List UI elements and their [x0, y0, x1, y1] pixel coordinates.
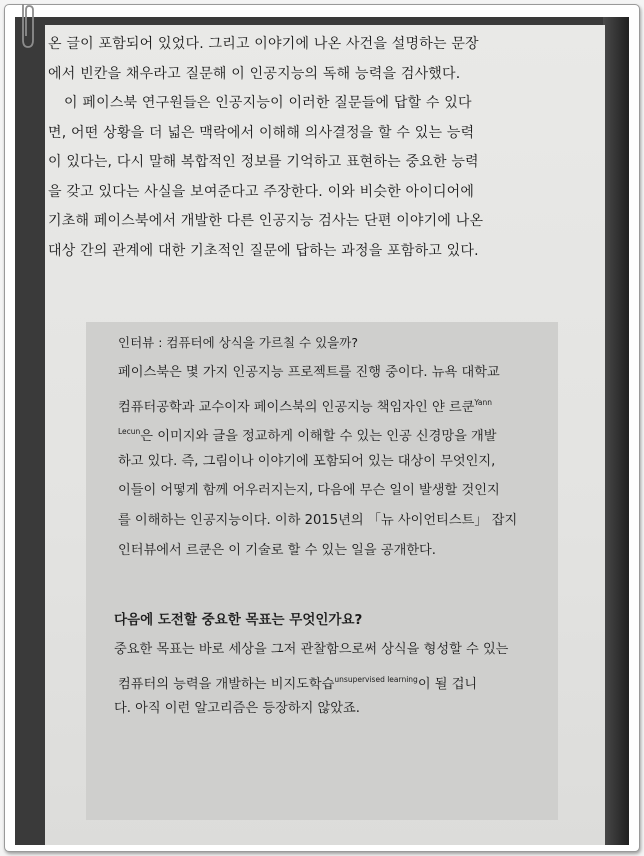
box-line	[118, 417, 558, 447]
name-superscript: Yann	[474, 397, 493, 407]
text-line: 이 페이스북 연구원들은 인공지능이 이러한 질문들에 답할 수 있다	[64, 95, 472, 111]
text-line: 온 글이 포함되어 있었다. 그리고 이야기에 나온 사건을 설명하는 문장	[48, 36, 479, 52]
name-superscript: Lecun	[118, 427, 141, 437]
page-gutter-shadow	[603, 17, 629, 845]
answer-line	[118, 665, 558, 695]
box-line	[118, 388, 558, 418]
body-text	[48, 30, 565, 266]
question-heading: 다음에 도전할 중요한 목표는 무엇인가요?	[114, 612, 363, 629]
text-line: 에서 빈칸을 채우라고 질문해 이 인공지능의 독해 능력을 검사했다.	[48, 65, 461, 82]
paperclip-icon	[16, 0, 38, 52]
answer-line: 다. 아직 이런 알고리즘은 등장하지 않았죠.	[114, 701, 360, 717]
box-line: 하고 있다. 즉, 그림이나 이야기에 포함되어 있는 대상이 무엇인지,	[118, 453, 496, 469]
box-line: 를 이해하는 인공지능이다. 이하 2015년의 「뉴 사이언티스트」 잡지	[118, 512, 518, 528]
text-line: 면, 어떤 상황을 더 넓은 맥락에서 이해해 의사결정을 할 수 있는 능력	[48, 124, 475, 141]
text-line: 이 있다는, 다시 말해 복합적인 정보를 기억하고 표현하는 중요한 능력	[48, 154, 479, 170]
answer-line-text: 컴퓨터의 능력을 개발하는 비지도학습	[118, 676, 335, 692]
interview-title: 인터뷰 : 컴퓨터에 상식을 가르칠 수 있을까?	[118, 335, 358, 350]
paragraph-1	[48, 30, 565, 89]
term-superscript: unsupervised learning	[334, 674, 418, 684]
answer-line-text: 이 될 겁니	[417, 676, 478, 692]
text-line: 대상 간의 관계에 대한 기초적인 질문에 답하는 과정을 포함하고 있다.	[48, 242, 479, 259]
box-line-text: 은 이미지와 글을 정교하게 이해할 수 있는 인공 신경망을 개발	[140, 429, 497, 445]
text-line: 기초해 페이스북에서 개발한 다른 인공지능 검사는 단편 이야기에 나온	[48, 213, 484, 229]
box-line: 이들이 어떻게 함께 어우러지는지, 다음에 무슨 일이 발생할 것인지	[118, 483, 500, 499]
box-line: 인터뷰에서 르쿤은 이 기술로 할 수 있는 일을 공개한다.	[118, 542, 436, 558]
text-line: 을 갖고 있다는 사실을 보여준다고 주장한다. 이와 비슷한 아이디어에	[48, 183, 475, 200]
answer-line: 중요한 목표는 바로 세상을 그저 관찰함으로써 상식을 형성할 수 있는	[114, 642, 509, 658]
interview-box-content	[114, 328, 558, 724]
box-line-text: 컴퓨터공학과 교수이자 페이스북의 인공지능 책임자인 얀 르쿤	[118, 399, 475, 415]
paragraph-2	[48, 89, 565, 266]
box-line: 페이스북은 몇 가지 인공지능 프로젝트를 진행 중이다. 뉴욕 대학교	[118, 365, 500, 380]
